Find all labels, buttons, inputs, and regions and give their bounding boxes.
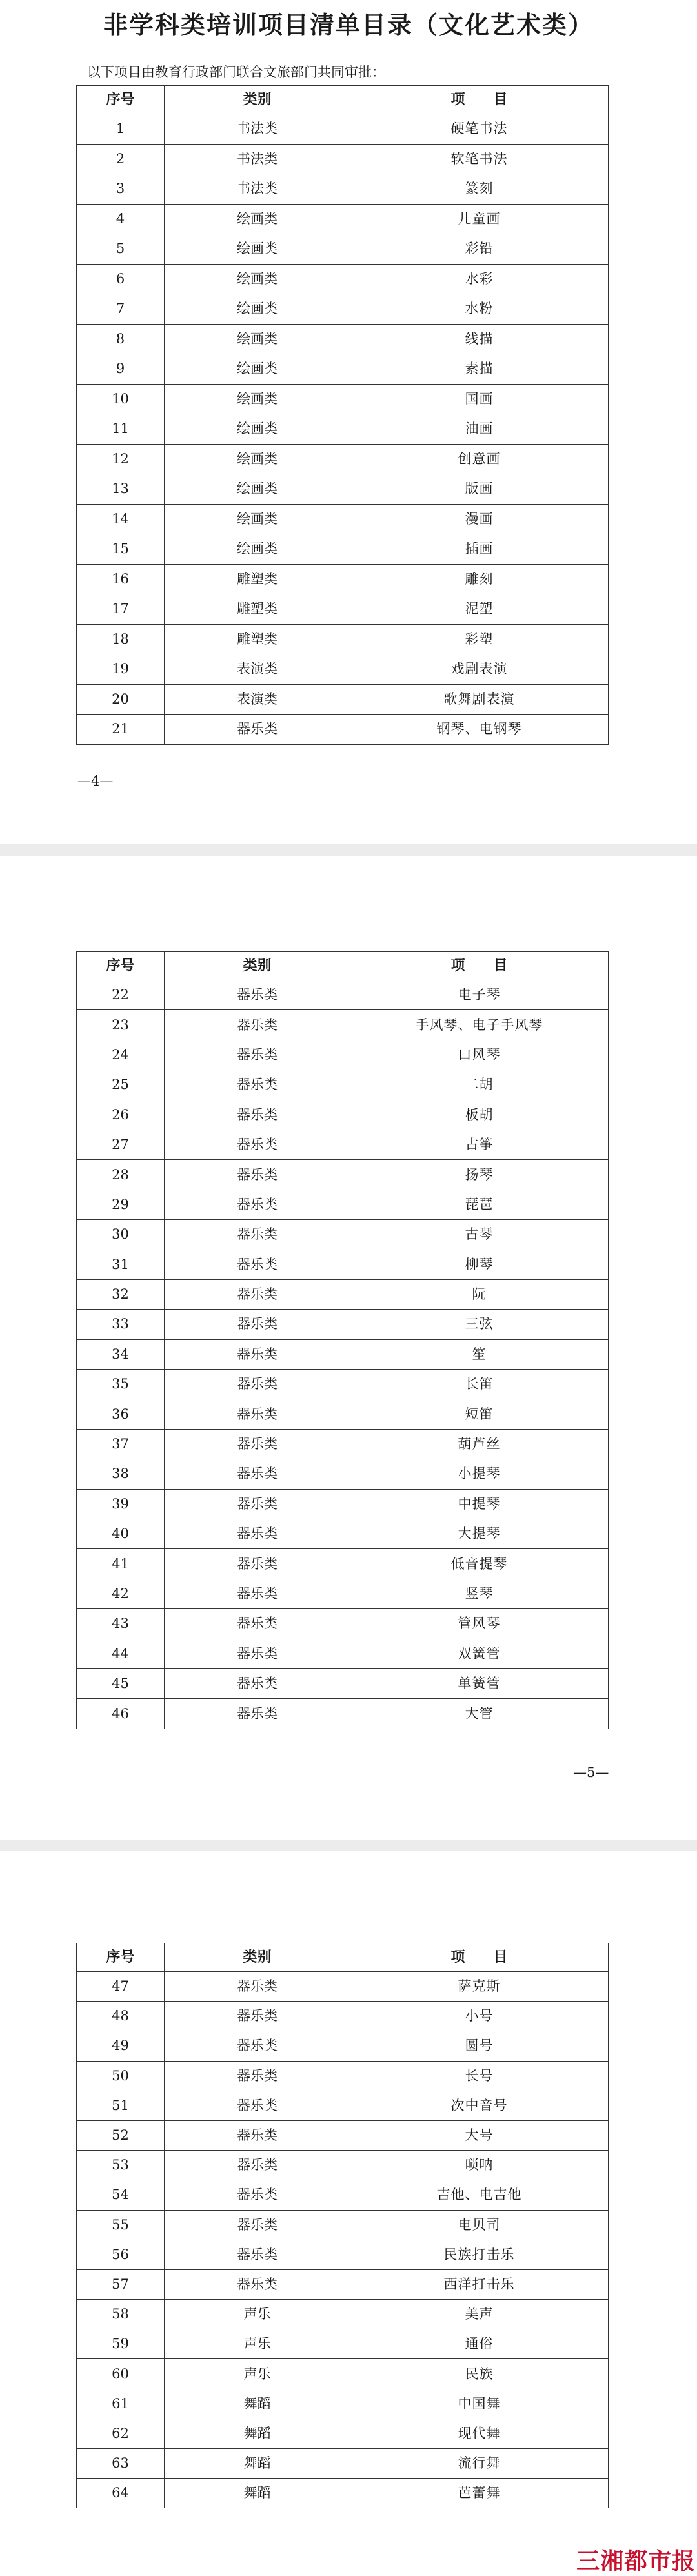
row-category: 书法类 — [165, 144, 350, 174]
table-row — [77, 594, 609, 625]
row-item: 手风琴、电子手风琴 — [350, 1010, 609, 1040]
table-row — [77, 1429, 609, 1459]
row-number: 19 — [77, 654, 165, 685]
row-number: 52 — [77, 2120, 165, 2150]
table-row — [77, 504, 609, 534]
row-category: 器乐类 — [165, 1130, 350, 1159]
table-row — [77, 1579, 609, 1608]
table-row — [77, 1399, 609, 1429]
row-number: 61 — [77, 2389, 165, 2419]
table-row — [77, 2180, 609, 2210]
row-item: 笙 — [350, 1339, 609, 1369]
row-number: 24 — [77, 1040, 165, 1070]
column-header: 序号 — [77, 952, 165, 980]
row-number: 32 — [77, 1279, 165, 1309]
row-category: 器乐类 — [165, 1010, 350, 1040]
row-number: 39 — [77, 1489, 165, 1519]
table-row — [77, 1279, 609, 1309]
table-row — [77, 2240, 609, 2269]
row-item: 小号 — [350, 2002, 609, 2031]
row-number: 29 — [77, 1190, 165, 1219]
row-category: 雕塑类 — [165, 564, 350, 594]
row-number: 22 — [77, 980, 165, 1010]
row-number: 28 — [77, 1160, 165, 1190]
table-row — [77, 1010, 609, 1040]
row-item: 电贝司 — [350, 2210, 609, 2240]
row-number: 42 — [77, 1579, 165, 1608]
table-row — [77, 1668, 609, 1698]
row-number: 10 — [77, 384, 165, 414]
row-category: 器乐类 — [165, 2240, 350, 2269]
document-title: 非学科类培训项目清单目录（文化艺术类） — [103, 10, 594, 39]
row-number: 8 — [77, 324, 165, 354]
table-row — [77, 1972, 609, 2002]
table-row — [77, 1489, 609, 1519]
row-number: 62 — [77, 2419, 165, 2448]
row-number: 15 — [77, 534, 165, 565]
row-item: 插画 — [350, 534, 609, 565]
table-row — [77, 2419, 609, 2448]
table-row — [77, 654, 609, 685]
row-number: 20 — [77, 684, 165, 715]
row-item: 美声 — [350, 2300, 609, 2329]
row-item: 三弦 — [350, 1310, 609, 1339]
row-number: 11 — [77, 414, 165, 445]
table-row — [77, 2120, 609, 2150]
row-number: 55 — [77, 2210, 165, 2240]
row-category: 雕塑类 — [165, 624, 350, 654]
page-number: —4— — [77, 773, 114, 789]
row-number: 6 — [77, 264, 165, 294]
table-row — [77, 144, 609, 174]
row-category: 表演类 — [165, 654, 350, 685]
row-number: 54 — [77, 2180, 165, 2210]
row-item: 萨克斯 — [350, 1972, 609, 2002]
row-item: 线描 — [350, 324, 609, 354]
row-category: 器乐类 — [165, 2120, 350, 2150]
row-item: 小提琴 — [350, 1459, 609, 1489]
row-number: 51 — [77, 2091, 165, 2120]
row-number: 23 — [77, 1010, 165, 1040]
column-header: 类别 — [165, 86, 350, 114]
row-category: 雕塑类 — [165, 594, 350, 625]
row-number: 14 — [77, 504, 165, 534]
row-category: 器乐类 — [165, 1339, 350, 1369]
row-category: 器乐类 — [165, 2151, 350, 2180]
row-number: 38 — [77, 1459, 165, 1489]
row-category: 舞蹈 — [165, 2449, 350, 2479]
table-row — [77, 2031, 609, 2061]
row-number: 21 — [77, 715, 165, 745]
row-number: 37 — [77, 1429, 165, 1459]
row-item: 低音提琴 — [350, 1549, 609, 1579]
row-category: 器乐类 — [165, 1549, 350, 1579]
items-table — [76, 951, 609, 1729]
row-item: 国画 — [350, 384, 609, 414]
table-row — [77, 2269, 609, 2299]
row-number: 5 — [77, 234, 165, 265]
row-category: 绘画类 — [165, 504, 350, 534]
table-row — [77, 980, 609, 1010]
row-category: 器乐类 — [165, 2180, 350, 2210]
table-row — [77, 2300, 609, 2329]
row-number: 64 — [77, 2479, 165, 2508]
table-row — [77, 2091, 609, 2120]
row-item: 竖琴 — [350, 1579, 609, 1608]
page-separator — [0, 844, 697, 856]
row-item: 古琴 — [350, 1220, 609, 1250]
table-row — [77, 354, 609, 385]
row-item: 长笛 — [350, 1370, 609, 1399]
row-category: 绘画类 — [165, 474, 350, 505]
row-item: 泥塑 — [350, 594, 609, 625]
table-row — [77, 1519, 609, 1549]
page-1 — [0, 0, 697, 844]
table-row — [77, 2479, 609, 2508]
table-row — [77, 324, 609, 354]
row-item: 阮 — [350, 1279, 609, 1309]
row-category: 声乐 — [165, 2300, 350, 2329]
row-item: 儿童画 — [350, 204, 609, 234]
row-category: 绘画类 — [165, 444, 350, 474]
row-item: 版画 — [350, 474, 609, 505]
row-item: 圆号 — [350, 2031, 609, 2061]
row-category: 绘画类 — [165, 264, 350, 294]
row-category: 声乐 — [165, 2329, 350, 2359]
row-item: 短笛 — [350, 1399, 609, 1429]
row-number: 25 — [77, 1070, 165, 1100]
table-row — [77, 2002, 609, 2031]
row-category: 器乐类 — [165, 1579, 350, 1608]
row-number: 50 — [77, 2061, 165, 2091]
row-number: 1 — [77, 114, 165, 145]
table-row — [77, 1549, 609, 1579]
row-number: 2 — [77, 144, 165, 174]
row-category: 器乐类 — [165, 1519, 350, 1549]
row-category: 书法类 — [165, 114, 350, 145]
table-row — [77, 414, 609, 445]
row-number: 7 — [77, 294, 165, 325]
table-row — [77, 204, 609, 234]
row-item: 大号 — [350, 2120, 609, 2150]
row-item: 板胡 — [350, 1100, 609, 1130]
row-number: 60 — [77, 2359, 165, 2389]
row-item: 西洋打击乐 — [350, 2269, 609, 2299]
table-row — [77, 174, 609, 205]
row-number: 44 — [77, 1639, 165, 1668]
row-item: 柳琴 — [350, 1250, 609, 1279]
table-row — [77, 444, 609, 474]
row-category: 器乐类 — [165, 2269, 350, 2299]
table-row — [77, 294, 609, 325]
row-number: 12 — [77, 444, 165, 474]
row-category: 器乐类 — [165, 1190, 350, 1219]
page-2 — [0, 856, 697, 1840]
row-category: 声乐 — [165, 2359, 350, 2389]
row-category: 绘画类 — [165, 354, 350, 385]
row-category: 舞蹈 — [165, 2419, 350, 2448]
newspaper-logo: 三湘都市报 — [576, 2548, 696, 2575]
row-category: 器乐类 — [165, 2031, 350, 2061]
row-category: 绘画类 — [165, 234, 350, 265]
column-header: 序号 — [77, 1943, 165, 1972]
row-item: 管风琴 — [350, 1609, 609, 1639]
row-item: 二胡 — [350, 1070, 609, 1100]
table-row — [77, 1220, 609, 1250]
row-number: 33 — [77, 1310, 165, 1339]
row-category: 器乐类 — [165, 1070, 350, 1100]
row-number: 27 — [77, 1130, 165, 1159]
row-item: 现代舞 — [350, 2419, 609, 2448]
row-number: 56 — [77, 2240, 165, 2269]
row-item: 硬笔书法 — [350, 114, 609, 145]
row-category: 器乐类 — [165, 1429, 350, 1459]
row-item: 通俗 — [350, 2329, 609, 2359]
table-row — [77, 384, 609, 414]
row-item: 长号 — [350, 2061, 609, 2091]
row-category: 器乐类 — [165, 1250, 350, 1279]
row-item: 雕刻 — [350, 564, 609, 594]
table-row — [77, 534, 609, 565]
row-item: 大管 — [350, 1699, 609, 1729]
table-row — [77, 2210, 609, 2240]
table-row — [77, 2329, 609, 2359]
row-item: 素描 — [350, 354, 609, 385]
row-item: 钢琴、电钢琴 — [350, 715, 609, 745]
row-number: 57 — [77, 2269, 165, 2299]
table-row — [77, 684, 609, 715]
row-category: 器乐类 — [165, 1489, 350, 1519]
row-item: 古筝 — [350, 1130, 609, 1159]
column-header: 类别 — [165, 952, 350, 980]
items-table — [76, 85, 609, 745]
row-item: 唢呐 — [350, 2151, 609, 2180]
row-item: 水粉 — [350, 294, 609, 325]
row-category: 绘画类 — [165, 204, 350, 234]
table-header-row — [77, 1943, 609, 1972]
row-category: 舞蹈 — [165, 2479, 350, 2508]
page-3 — [0, 1851, 697, 2574]
table-row — [77, 1339, 609, 1369]
row-item: 油画 — [350, 414, 609, 445]
page-separator — [0, 1840, 697, 1851]
row-number: 46 — [77, 1699, 165, 1729]
row-item: 芭蕾舞 — [350, 2479, 609, 2508]
row-category: 器乐类 — [165, 1668, 350, 1698]
row-category: 器乐类 — [165, 1609, 350, 1639]
table-row — [77, 1699, 609, 1729]
table-row — [77, 1459, 609, 1489]
table-row — [77, 2389, 609, 2419]
row-category: 器乐类 — [165, 1100, 350, 1130]
row-category: 器乐类 — [165, 2210, 350, 2240]
row-category: 器乐类 — [165, 980, 350, 1010]
row-number: 9 — [77, 354, 165, 385]
row-item: 中提琴 — [350, 1489, 609, 1519]
table-row — [77, 2151, 609, 2180]
page-number: —5— — [573, 1765, 609, 1780]
row-number: 13 — [77, 474, 165, 505]
table-row — [77, 715, 609, 745]
intro-text: 以下项目由教育行政部门联合文旅部门共同审批： — [87, 65, 385, 80]
table-row — [77, 234, 609, 265]
table-row — [77, 2449, 609, 2479]
table-row — [77, 1100, 609, 1130]
table-row — [77, 1609, 609, 1639]
row-number: 3 — [77, 174, 165, 205]
row-item: 创意画 — [350, 444, 609, 474]
row-number: 26 — [77, 1100, 165, 1130]
table-row — [77, 1250, 609, 1279]
table-row — [77, 1639, 609, 1668]
row-category: 器乐类 — [165, 1310, 350, 1339]
row-category: 书法类 — [165, 174, 350, 205]
row-number: 58 — [77, 2300, 165, 2329]
table-row — [77, 264, 609, 294]
row-number: 35 — [77, 1370, 165, 1399]
row-category: 绘画类 — [165, 534, 350, 565]
row-number: 53 — [77, 2151, 165, 2180]
row-item: 中国舞 — [350, 2389, 609, 2419]
row-number: 40 — [77, 1519, 165, 1549]
row-number: 63 — [77, 2449, 165, 2479]
row-item: 电子琴 — [350, 980, 609, 1010]
row-number: 49 — [77, 2031, 165, 2061]
row-number: 4 — [77, 204, 165, 234]
row-item: 歌舞剧表演 — [350, 684, 609, 715]
row-number: 16 — [77, 564, 165, 594]
table-header-row — [77, 86, 609, 114]
table-row — [77, 564, 609, 594]
table-row — [77, 2061, 609, 2091]
row-item: 彩塑 — [350, 624, 609, 654]
row-category: 绘画类 — [165, 384, 350, 414]
row-number: 31 — [77, 1250, 165, 1279]
row-category: 绘画类 — [165, 324, 350, 354]
table-row — [77, 1370, 609, 1399]
row-category: 器乐类 — [165, 1040, 350, 1070]
row-item: 民族打击乐 — [350, 2240, 609, 2269]
row-category: 绘画类 — [165, 414, 350, 445]
row-item: 葫芦丝 — [350, 1429, 609, 1459]
table-row — [77, 474, 609, 505]
row-item: 吉他、电吉他 — [350, 2180, 609, 2210]
row-category: 器乐类 — [165, 715, 350, 745]
row-number: 43 — [77, 1609, 165, 1639]
row-number: 30 — [77, 1220, 165, 1250]
table-row — [77, 624, 609, 654]
row-item: 软笔书法 — [350, 144, 609, 174]
table-row — [77, 1190, 609, 1219]
column-header: 项 目 — [350, 1943, 609, 1972]
row-category: 器乐类 — [165, 1220, 350, 1250]
row-item: 彩铅 — [350, 234, 609, 265]
row-category: 绘画类 — [165, 294, 350, 325]
row-item: 双簧管 — [350, 1639, 609, 1668]
row-category: 表演类 — [165, 684, 350, 715]
row-category: 器乐类 — [165, 1972, 350, 2002]
column-header: 类别 — [165, 1943, 350, 1972]
row-number: 36 — [77, 1399, 165, 1429]
table-header-row — [77, 952, 609, 980]
row-item: 篆刻 — [350, 174, 609, 205]
row-category: 舞蹈 — [165, 2389, 350, 2419]
row-category: 器乐类 — [165, 2091, 350, 2120]
row-number: 17 — [77, 594, 165, 625]
row-item: 水彩 — [350, 264, 609, 294]
table-row — [77, 1130, 609, 1159]
table-row — [77, 1070, 609, 1100]
row-number: 45 — [77, 1668, 165, 1698]
items-table — [76, 1943, 609, 2508]
row-category: 器乐类 — [165, 2002, 350, 2031]
row-item: 单簧管 — [350, 1668, 609, 1698]
row-item: 流行舞 — [350, 2449, 609, 2479]
row-category: 器乐类 — [165, 1279, 350, 1309]
row-item: 大提琴 — [350, 1519, 609, 1549]
row-item: 次中音号 — [350, 2091, 609, 2120]
row-category: 器乐类 — [165, 1699, 350, 1729]
table-row — [77, 2359, 609, 2389]
column-header: 项 目 — [350, 952, 609, 980]
row-item: 戏剧表演 — [350, 654, 609, 685]
table-row — [77, 1040, 609, 1070]
row-item: 口风琴 — [350, 1040, 609, 1070]
row-item: 琵琶 — [350, 1190, 609, 1219]
row-number: 18 — [77, 624, 165, 654]
row-number: 47 — [77, 1972, 165, 2002]
column-header: 序号 — [77, 86, 165, 114]
table-row — [77, 114, 609, 145]
row-number: 34 — [77, 1339, 165, 1369]
row-item: 漫画 — [350, 504, 609, 534]
row-category: 器乐类 — [165, 1370, 350, 1399]
table-row — [77, 1160, 609, 1190]
column-header: 项 目 — [350, 86, 609, 114]
row-number: 59 — [77, 2329, 165, 2359]
row-category: 器乐类 — [165, 1459, 350, 1489]
row-category: 器乐类 — [165, 1639, 350, 1668]
row-item: 民族 — [350, 2359, 609, 2389]
row-item: 扬琴 — [350, 1160, 609, 1190]
row-category: 器乐类 — [165, 2061, 350, 2091]
table-row — [77, 1310, 609, 1339]
row-category: 器乐类 — [165, 1160, 350, 1190]
row-category: 器乐类 — [165, 1399, 350, 1429]
row-number: 48 — [77, 2002, 165, 2031]
row-number: 41 — [77, 1549, 165, 1579]
